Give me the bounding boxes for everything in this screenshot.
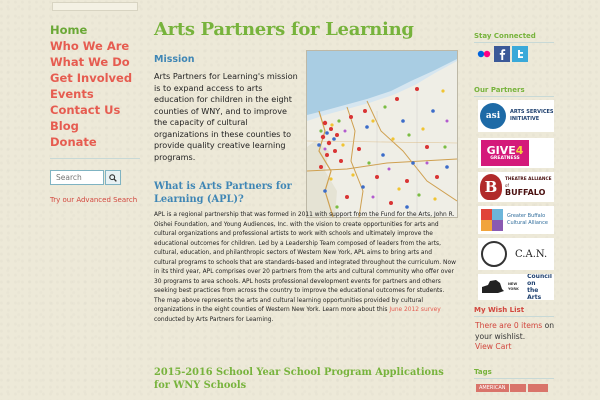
- main-nav: [50, 22, 140, 150]
- partner-can[interactable]: [478, 238, 554, 270]
- gbca-line1: Greater Buffalo: [507, 213, 546, 219]
- asi-logo-icon: [480, 103, 506, 129]
- asi-line1: ARTS SERVICES: [510, 109, 554, 115]
- nav-blog[interactable]: Blog: [50, 119, 79, 133]
- new-york-state-icon: [480, 278, 506, 296]
- advanced-search-link[interactable]: Try our Advanced Search: [50, 196, 138, 204]
- wish-list-rule: [474, 316, 554, 317]
- stay-connected-rule: [474, 42, 554, 43]
- search-button[interactable]: [105, 170, 121, 185]
- nav-home[interactable]: Home: [50, 23, 88, 37]
- partner-arts-services-initiative[interactable]: [478, 100, 554, 132]
- give-main-text: GIVE: [486, 143, 516, 157]
- nav-get-involved[interactable]: Get Involved: [50, 71, 133, 85]
- tags-heading: Tags: [474, 368, 492, 376]
- partner-greater-buffalo-cultural-alliance[interactable]: [478, 206, 554, 234]
- apl-description: [154, 211, 456, 325]
- give-sub-text: GREATNESS: [490, 155, 520, 161]
- facebook-link[interactable]: [494, 46, 510, 62]
- nav-who-we-are[interactable]: Who We Are: [50, 39, 130, 53]
- asi-line2: INITIATIVE: [510, 116, 540, 122]
- our-partners-heading: Our Partners: [474, 86, 525, 94]
- what-is-apl-heading: What is Arts Partners for Learning (APL)?: [154, 181, 292, 205]
- search-icon: [109, 174, 117, 182]
- mission-heading: Mission: [154, 54, 195, 65]
- nav-what-we-do[interactable]: What We Do: [50, 55, 130, 69]
- stay-connected-heading: Stay Connected: [474, 32, 536, 40]
- flickr-icon: [477, 50, 491, 58]
- asi-logo-text: asi: [485, 111, 501, 121]
- give-number: 4: [515, 143, 524, 157]
- mission-text: Arts Partners for Learning's mission is to expand access to arts education for children in the eight counties of WNY, and to improve the capacity of cultural organizations in these counties to provide quality creative learning programs.: [154, 71, 298, 162]
- survey-link[interactable]: June 2012 survey: [389, 307, 441, 313]
- partner-theatre-alliance-buffalo[interactable]: [478, 172, 554, 202]
- gbca-line2: Cultural Alliance: [507, 220, 548, 226]
- nysca-line1: Council on: [527, 274, 552, 287]
- partner-give-4-greatness[interactable]: [478, 138, 554, 168]
- nysca-line2: the Arts: [527, 287, 542, 300]
- tag-american[interactable]: AMERICAN: [476, 384, 509, 392]
- nav-events[interactable]: Events: [50, 87, 94, 101]
- apl-text-body: APL is a regional partnership that was formed in 2011 with support from the Fund for the Arts, John R. Oishei Foundation, and Young Audiences, Inc. with the vision to create opportunities for arts and cultural organizations and professional artists to work with schools and ultimately improve the educational outcomes for children. Led by a Leadership Team composed of leaders from the arts, cultural, education, and philanthropic sectors of Western New York, APL aims to bring arts and cultural programs to schools that are standards-based and integrated throughout the curriculum. Now in its third year, APL comprises over 20 partners from the arts and cultural community who offer over 30 programs to area schools. APL hosts professional development events for partners and others seeking best practices from across the country to improve the educational outcomes for students. The map above represents the arts and cultural learning opportunities provided by cultural organizations in the eight counties of Western New York. Learn more about this: [154, 212, 456, 313]
- gbca-logo-icon: [481, 209, 503, 231]
- tab-line1: THEATRE ALLIANCE: [505, 177, 552, 182]
- facebook-icon: [497, 48, 507, 60]
- wishlist-there: There are: [475, 321, 512, 330]
- nav-donate[interactable]: Donate: [50, 135, 97, 149]
- sidebar-divider: [50, 158, 140, 159]
- our-partners-rule: [474, 96, 554, 97]
- wishlist-rest: on your wishlist.: [475, 321, 555, 341]
- view-cart-link[interactable]: View Cart: [475, 342, 512, 351]
- page-title: Arts Partners for Learning: [154, 19, 414, 40]
- tab-of: of: [505, 183, 509, 188]
- wishlist-summary: [475, 320, 557, 342]
- wish-list-heading: My Wish List: [474, 306, 525, 314]
- top-utility-input[interactable]: [52, 2, 138, 11]
- search-input[interactable]: [50, 170, 104, 185]
- tag-3[interactable]: [528, 384, 548, 392]
- can-logo-icon: [481, 241, 507, 267]
- theatre-alliance-logo-icon: B: [480, 174, 502, 200]
- twitter-icon: [515, 49, 525, 59]
- wishlist-count-link[interactable]: 0 items: [513, 321, 543, 330]
- tab-line2: BUFFALO: [505, 188, 546, 197]
- partner-nysca[interactable]: [478, 274, 554, 300]
- wny-map-image[interactable]: [306, 50, 458, 218]
- school-program-heading: 2015-2016 School Year School Program Applications for WNY Schools: [154, 367, 444, 391]
- twitter-link[interactable]: [512, 46, 528, 62]
- nav-contact-us[interactable]: Contact Us: [50, 103, 121, 117]
- tags-rule: [474, 378, 554, 379]
- flickr-link[interactable]: [476, 46, 492, 62]
- can-text: C.A.N.: [515, 248, 548, 260]
- nysca-state: NEW YORK: [508, 282, 519, 291]
- tag-2[interactable]: [510, 384, 526, 392]
- apl-text-end: conducted by Arts Partners for Learning.: [154, 316, 274, 323]
